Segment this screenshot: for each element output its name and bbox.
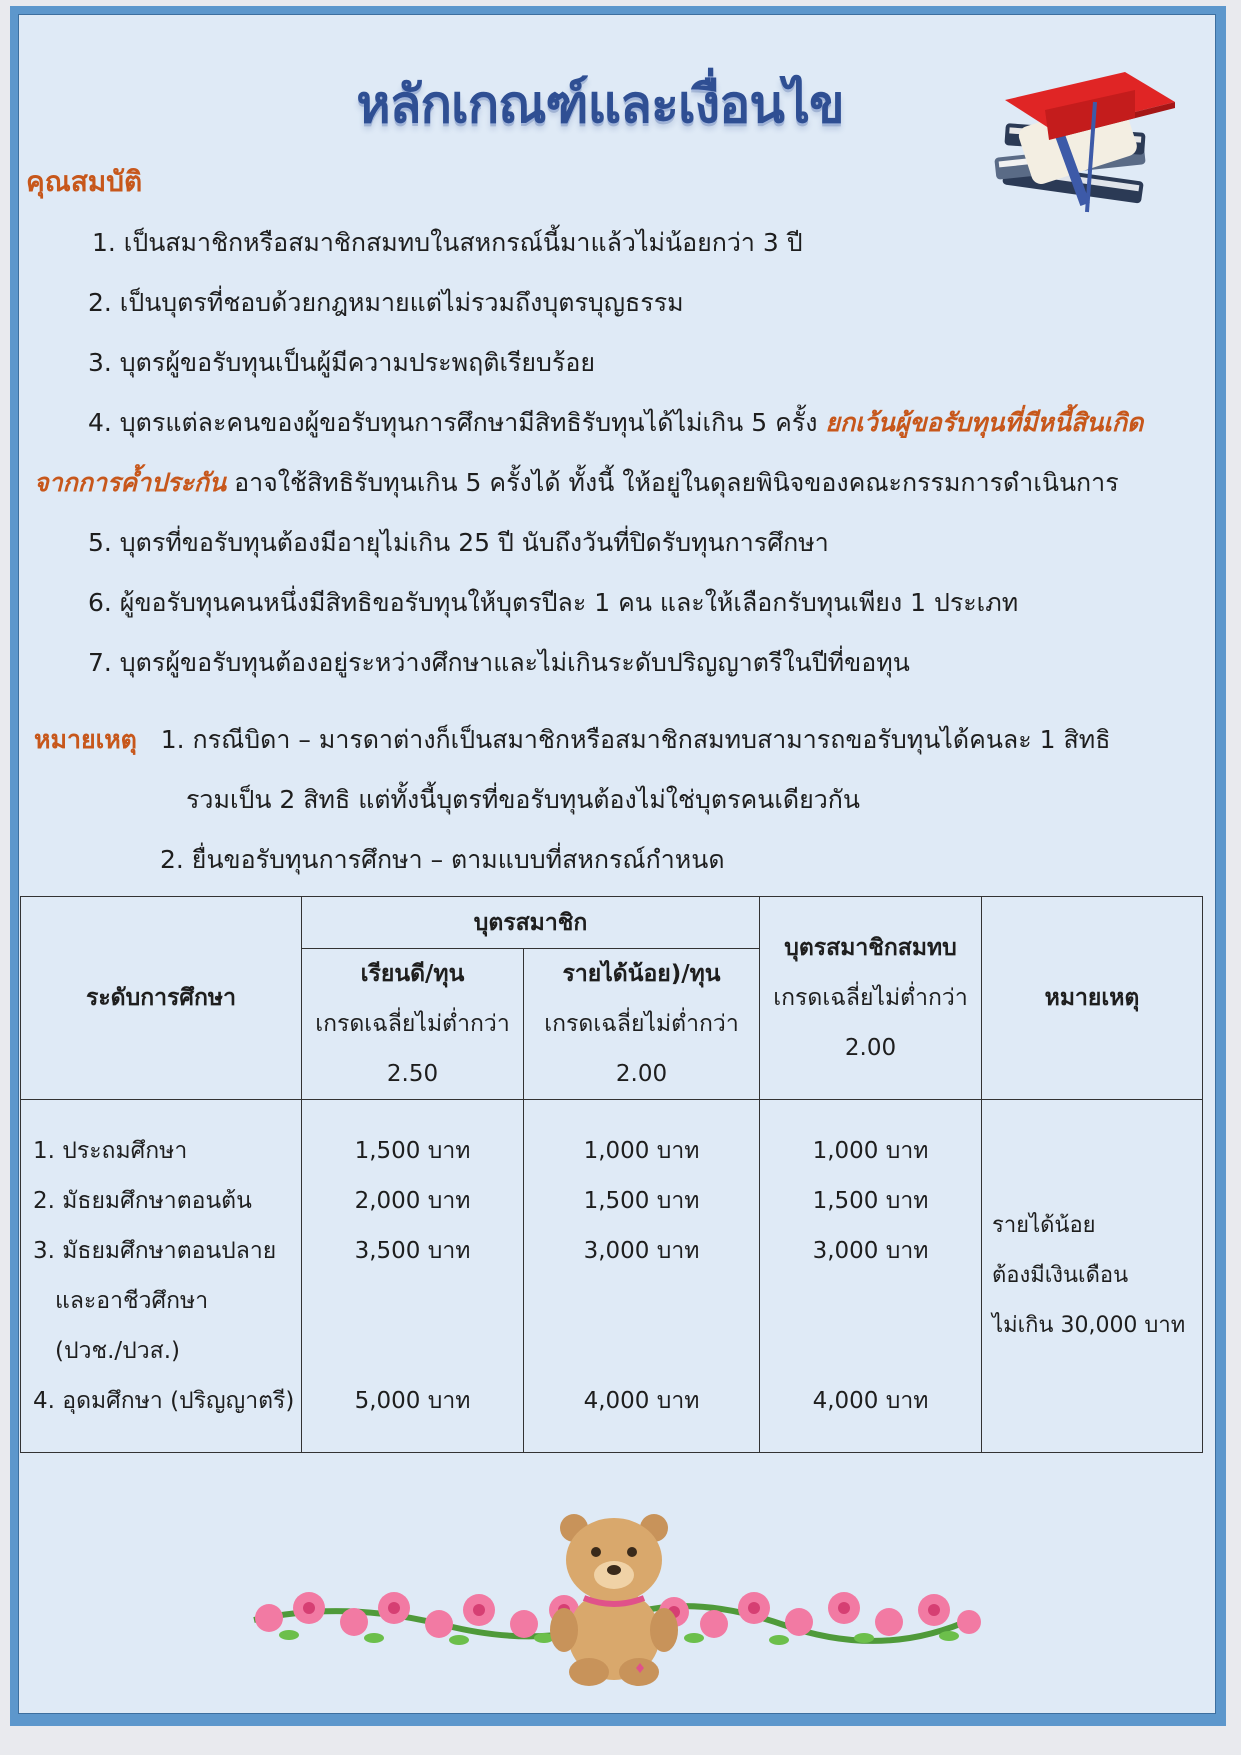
- qualification-item-4-text-a: 4. บุตรแต่ละคนของผู้ขอรับทุนการศึกษามีสิทธิรับทุนได้ไม่เกิน 5 ครั้ง: [88, 408, 818, 437]
- level-cell: และอาชีวศึกษา: [55, 1288, 209, 1314]
- header-good-sub: เกรดเฉลี่ยไม่ต่ำกว่า: [315, 1011, 510, 1037]
- qualification-item-6: 6. ผู้ขอรับทุนคนหนึ่งมีสิทธิขอรับทุนให้บุตรปีละ 1 คน และให้เลือกรับทุนเพียง 1 ประเภท: [88, 588, 1019, 617]
- header-member-child: บุตรสมาชิก: [302, 897, 760, 949]
- header-note: หมายเหตุ: [982, 897, 1203, 1100]
- level-cell: 3. มัธยมศึกษาตอนปลาย: [33, 1238, 277, 1264]
- amount-cell: [760, 1276, 981, 1326]
- qualifications-heading: คุณสมบัติ: [26, 165, 143, 198]
- amount-cell: 3,000 บาท: [812, 1238, 929, 1264]
- amount-cell: [524, 1326, 759, 1376]
- good-grade-column: [302, 1100, 524, 1453]
- header-low-income: [524, 949, 760, 1100]
- note-line-2: 2. ยื่นขอรับทุนการศึกษา – ตามแบบที่สหกรณ์กำหนด: [160, 845, 725, 874]
- note-line-1: [34, 725, 1110, 755]
- header-low-sub: เกรดเฉลี่ยไม่ต่ำกว่า: [544, 1011, 739, 1037]
- level-cell: 2. มัธยมศึกษาตอนต้น: [33, 1188, 252, 1214]
- notes-label: หมายเหตุ: [34, 725, 137, 754]
- amount-cell: 1,000 บาท: [583, 1138, 700, 1164]
- graduation-cap-books-icon: [975, 62, 1185, 232]
- header-associate-sub: เกรดเฉลี่ยไม่ต่ำกว่า: [773, 985, 968, 1011]
- header-associate-grade: 2.00: [844, 1035, 897, 1061]
- note-1-text: 1. กรณีบิดา – มารดาต่างก็เป็นสมาชิกหรือสมาชิกสมทบสามารถขอรับทุนได้คนละ 1 สิทธิ: [160, 725, 1111, 754]
- note-line-1b: รวมเป็น 2 สิทธิ แต่ทั้งนี้บุตรที่ขอรับทุนต้องไม่ใช่บุตรคนเดียวกัน: [186, 785, 861, 814]
- page-title: หลักเกณฑ์และเงื่อนไข: [356, 75, 844, 135]
- qualification-item-4-highlight-a: ยกเว้นผู้ขอรับทุนที่มีหนี้สินเกิด: [825, 408, 1144, 437]
- amount-cell: 1,500 บาท: [583, 1188, 700, 1214]
- qualification-item-4-line-2: [34, 468, 1119, 498]
- header-good-grade-value: 2.50: [386, 1061, 439, 1087]
- note-cell: รายได้น้อย: [992, 1213, 1096, 1238]
- amount-cell: [302, 1276, 523, 1326]
- header-good-title: เรียนดี/ทุน: [360, 961, 465, 987]
- low-income-column: [524, 1100, 760, 1453]
- amount-cell: 2,000 บาท: [354, 1188, 471, 1214]
- amount-cell: [302, 1326, 523, 1376]
- qualification-item-1: 1. เป็นสมาชิกหรือสมาชิกสมทบในสหกรณ์นี้มาแล้วไม่น้อยกว่า 3 ปี: [92, 228, 803, 257]
- amount-cell: 5,000 บาท: [354, 1388, 471, 1414]
- header-associate-title: บุตรสมาชิกสมทบ: [784, 935, 957, 961]
- level-cell: (ปวช./ปวส.): [55, 1338, 180, 1364]
- amount-cell: 1,500 บาท: [812, 1188, 929, 1214]
- qualification-item-4-line-1: [88, 408, 1143, 438]
- qualification-item-3: 3. บุตรผู้ขอรับทุนเป็นผู้มีความประพฤติเรียบร้อย: [88, 348, 596, 377]
- header-associate-child: [760, 897, 982, 1100]
- amount-cell: 3,000 บาท: [583, 1238, 700, 1264]
- qualification-item-4-highlight-b: จากการค้ำประกัน: [34, 468, 227, 497]
- header-good-grade: [302, 949, 524, 1100]
- levels-column: [21, 1100, 302, 1453]
- note-column: [982, 1100, 1203, 1453]
- qualification-item-7: 7. บุตรผู้ขอรับทุนต้องอยู่ระหว่างศึกษาและไม่เกินระดับปริญญาตรีในปีที่ขอทุน: [88, 648, 910, 677]
- qualification-item-2: 2. เป็นบุตรที่ชอบด้วยกฎหมายแต่ไม่รวมถึงบุตรบุญธรรม: [88, 288, 684, 317]
- level-cell: 1. ประถมศึกษา: [33, 1138, 188, 1164]
- qualification-item-5: 5. บุตรที่ขอรับทุนต้องมีอายุไม่เกิน 25 ปี นับถึงวันที่ปิดรับทุนการศึกษา: [88, 528, 829, 557]
- amount-cell: 4,000 บาท: [812, 1388, 929, 1414]
- amount-cell: 3,500 บาท: [354, 1238, 471, 1264]
- header-low-title: รายได้น้อย)/ทุน: [562, 961, 721, 987]
- level-cell: 4. อุดมศึกษา (ปริญญาตรี): [33, 1388, 295, 1414]
- note-cell: ไม่เกิน 30,000 บาท: [992, 1313, 1186, 1338]
- scholarship-table: [20, 896, 1203, 1453]
- amount-cell: [524, 1276, 759, 1326]
- header-education-level: ระดับการศึกษา: [21, 897, 302, 1100]
- note-cell: ต้องมีเงินเดือน: [992, 1263, 1129, 1288]
- amount-cell: [760, 1326, 981, 1376]
- amount-cell: 1,500 บาท: [354, 1138, 471, 1164]
- teddy-bear-flower-decoration: [244, 1500, 984, 1690]
- amount-cell: 4,000 บาท: [583, 1388, 700, 1414]
- associate-column: [760, 1100, 982, 1453]
- qualification-item-4-text-b: อาจใช้สิทธิรับทุนเกิน 5 ครั้งได้ ทั้งนี้ ให้อยู่ในดุลยพินิจของคณะกรรมการดำเนินการ: [234, 468, 1119, 497]
- amount-cell: 1,000 บาท: [812, 1138, 929, 1164]
- header-low-grade-value: 2.00: [615, 1061, 668, 1087]
